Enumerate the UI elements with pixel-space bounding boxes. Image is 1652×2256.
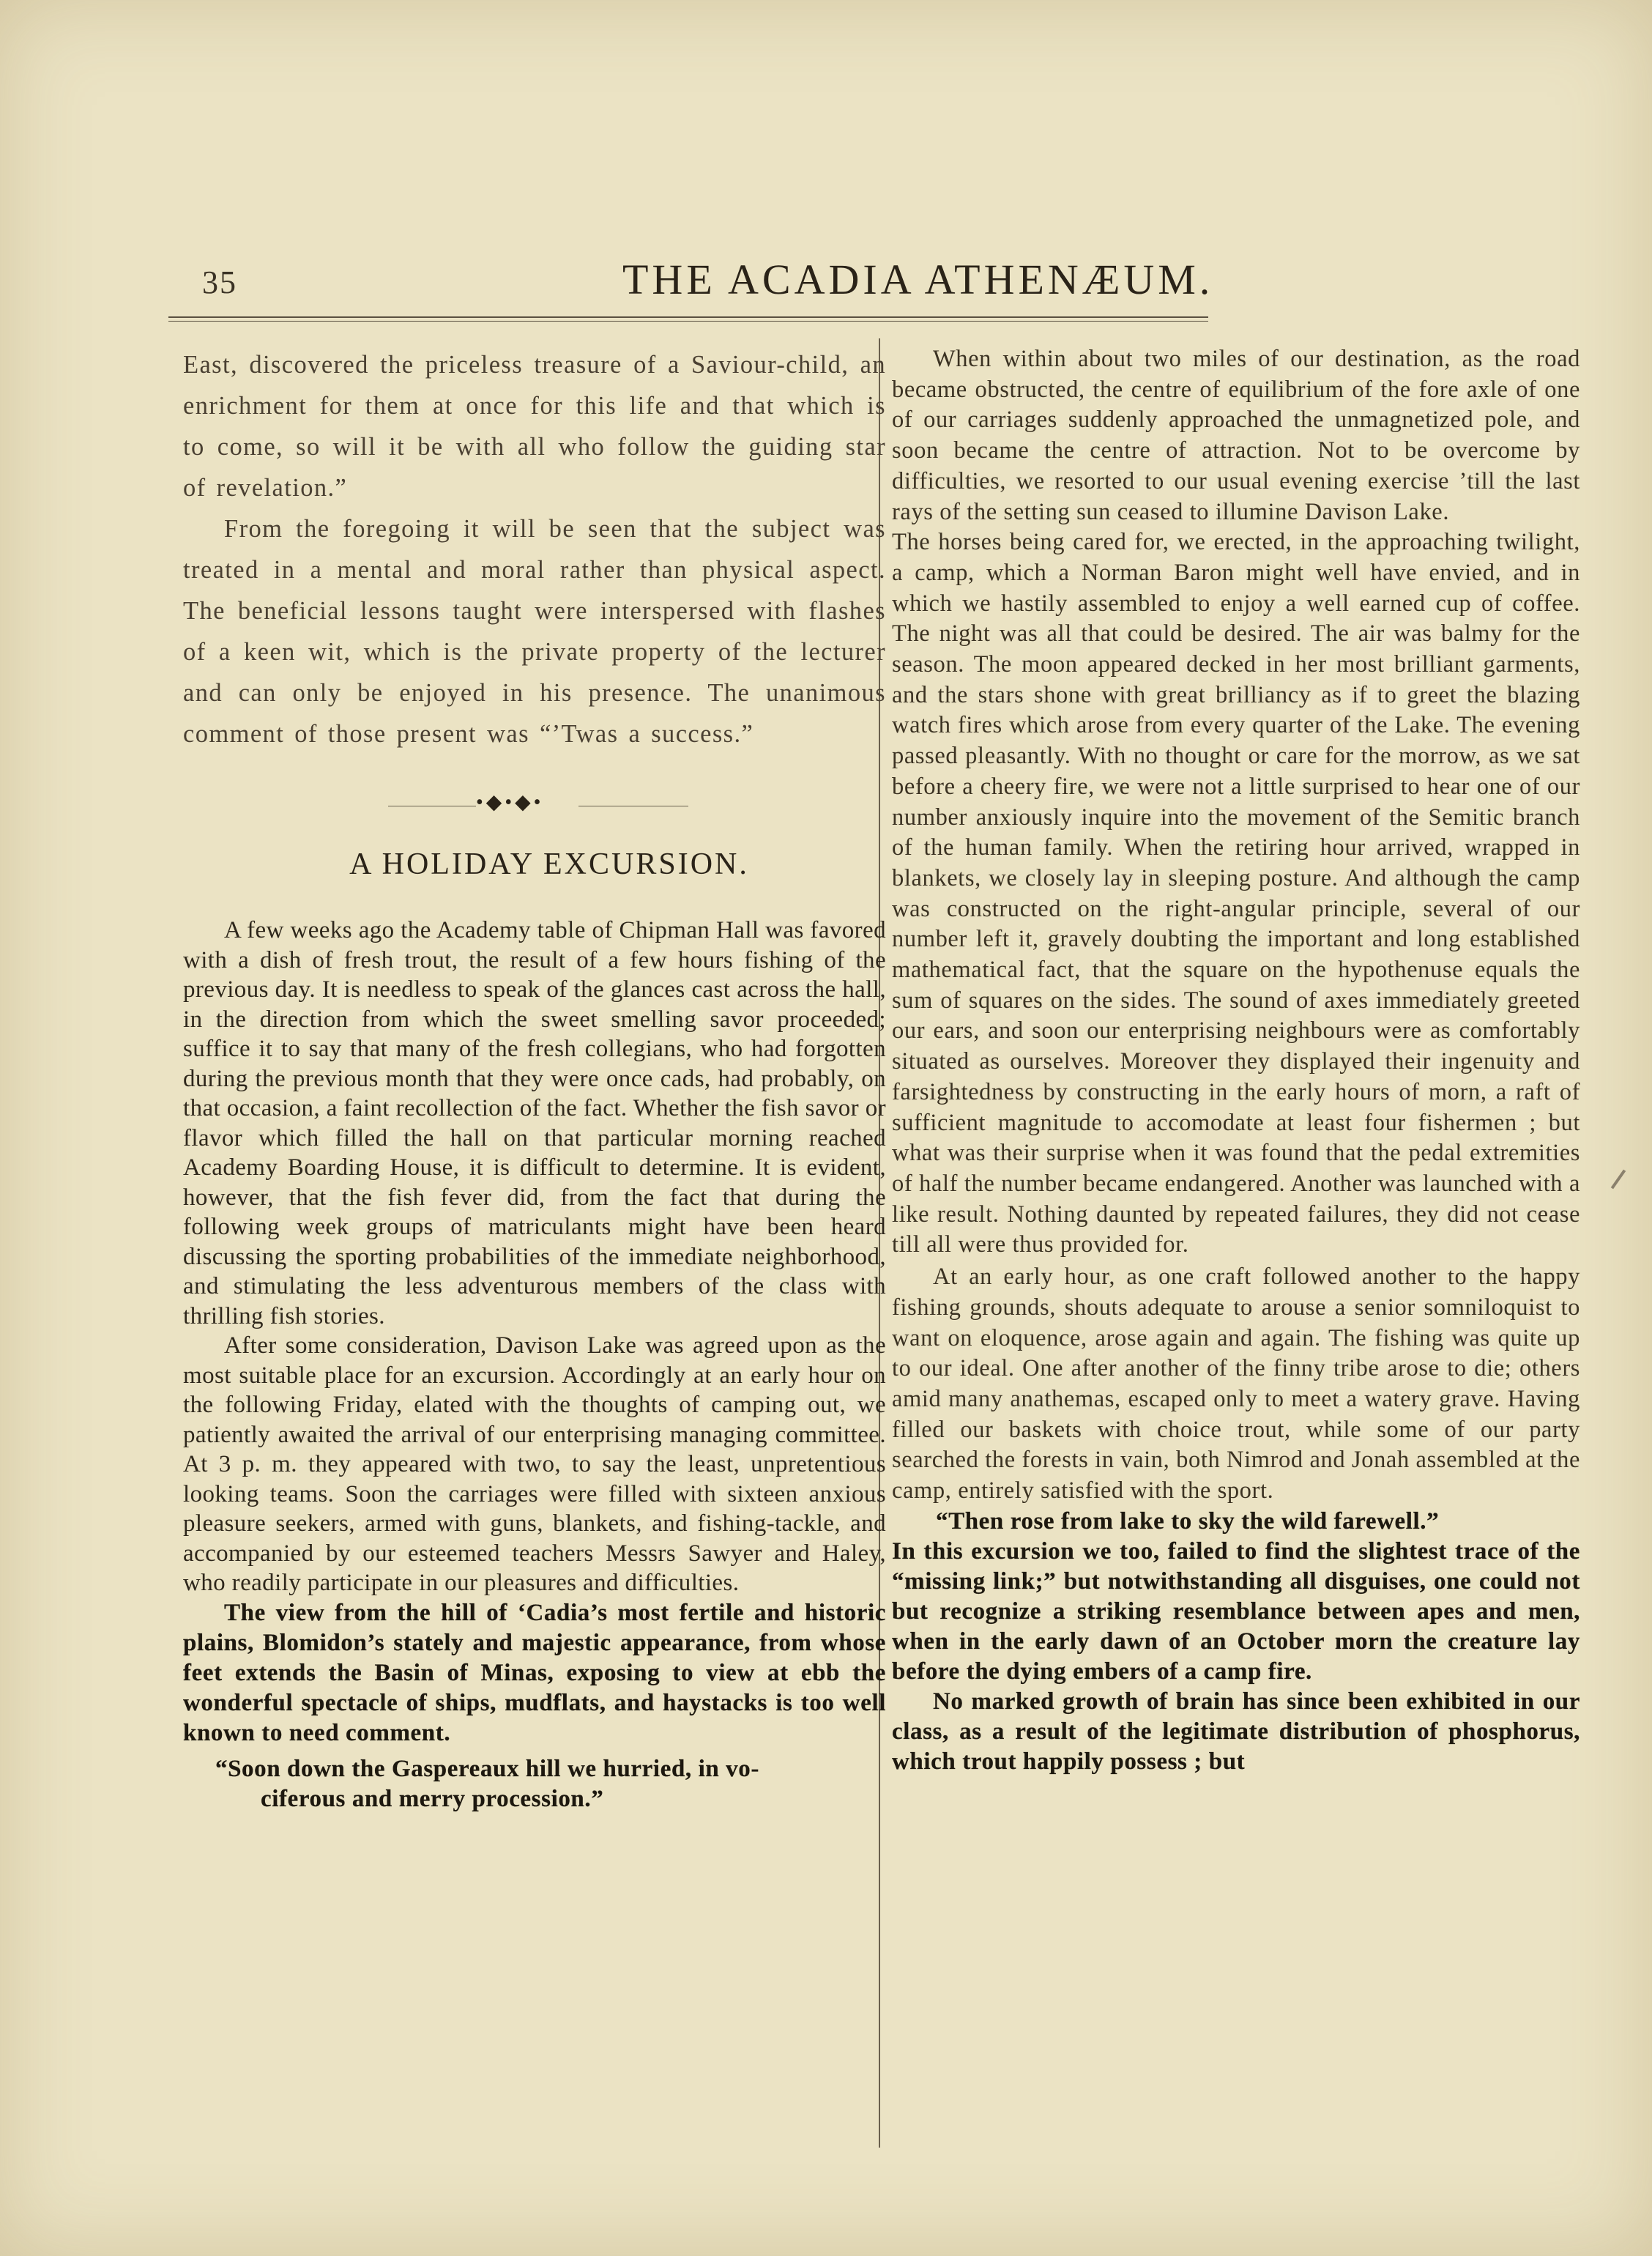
continuation-paragraph: East, discovered the priceless treasure of a Saviour-child, an enrichment for them at once for this life and that which is to come, so will it be with all who follow the guiding star of revelation.”: [183, 351, 886, 502]
article-paragraph: A few weeks ago the Academy table of Chipman Hall was favored with a dish of fresh trout, the result of a few hours fishing of the previous day. It is needless to speak of the glances cast across the hall, in the direction from which the sweet smelling savor proceeded; suffice it to say that many of the fresh collegians, who had forgotten during the previous month that they were once cads, had probably, on that occasion, a faint recollection of the fact. Whether the fish savor or flavor which filled the hall on that particular morning reached Academy Boarding House, it is difficult to determine. It is evident, however, that the fish fever did, from the fact that during the following week groups of matriculants might have been heard discussing the sporting probabilities of the immediate neighborhood, and stimulating the less adventurous members of the class with thrilling fish stories.: [183, 917, 886, 1329]
journal-title: THE ACADIA ATHENÆUM.: [622, 256, 1214, 303]
section-ornament: [183, 791, 886, 820]
header-rule: [168, 316, 1208, 322]
article-paragraph-bold: No marked growth of brain has since been exhibited in our class, as a result of the legitimate distribution of phosphorus, which trout happily possess ; but: [892, 1688, 1580, 1775]
margin-mark: [1611, 1170, 1626, 1190]
article-paragraph: The horses being cared for, we erected, in the approaching twilight, a camp, which a Norman Baron might well have envied, and in which we hastily assembled to enjoy a well earned cup of coffee. The night was all that could be desired. The air was balmy for the season. The moon appeared decked in her most brilliant garments, and the stars shone with great brilliancy as if to greet the blazing watch fires which arose from every quarter of the Lake. The evening passed pleasantly. With no thought or care for the morrow, as we sat before a cheery fire, we were not a little surprised to hear one of our number anxiously inquire into the movement of the Semitic branch of the human family. When the retiring hour arrived, wrapped in blankets, we closely lay in sleeping posture. And although the camp was constructed on the right-angular principle, several of our number left it, gravely doubting the important and long established mathematical fact, that the square on the hypothenuse equals the sum of squares on the sides. The sound of axes immediately greeted our ears, and soon our enterprising neighbours were as comfortably situated as ourselves. Moreover they displayed their ingenuity and farsightedness by constructing in the early hours of morn, a raft of sufficient magnitude to accomodate at least four fishermen ; but what was their surprise when it was found that the pedal extremities of half the number became endangered. Another was launched with a like result. Nothing daunted by repeated failures, they did not cease till all were thus provided for.: [892, 529, 1580, 1258]
ornament-glyph: •◆•◆•: [476, 791, 544, 814]
right-column: [892, 344, 1580, 1777]
quote-line: “Soon down the Gaspereaux hill we hurried, in vo-: [215, 1755, 759, 1782]
article-paragraph-bold: The view from the hill of ‘Cadia’s most fertile and historic plains, Blomidon’s stately and majestic appearance, from whose feet extends the Basin of Minas, exposing to view at ebb the wonderful spectacle of ships, mudflats, and haystacks is too well known to need comment.: [183, 1599, 886, 1746]
lecture-continuation: [183, 344, 886, 754]
quote-line: ciferous and merry procession.”: [261, 1785, 604, 1812]
article-paragraph: At an early hour, as one craft followed another to the happy fishing grounds, shouts adequate to arouse a senior somniloquist to want on eloquence, arose again and again. The fishing was quite up to our ideal. One after another of the finny tribe arose to die; others amid many anathemas, escaped only to meet a watery grave. Having filled our baskets with choice trout, while some of our party searched the forests in vain, both Nimrod and Jonah assembled at the camp, entirely satisfied with the sport.: [892, 1264, 1580, 1504]
article-paragraph-bold: In this excursion we too, failed to find the slightest trace of the “missing link;” but notwithstanding all disguises, one could not but recognize a striking resemblance between apes and men, when in the early dawn of an October morn the creature lay before the dying embers of a camp fire.: [892, 1537, 1580, 1685]
section-title: A HOLIDAY EXCURSION.: [349, 847, 749, 881]
article-paragraph: After some consideration, Davison Lake was agreed upon as the most suitable place for an excursion. Accordingly at an early hour on the following Friday, elated with the thoughts of camping out, we patiently awaited the arrival of our enterprising managing committee. At 3 p. m. they appeared with two, to say the least, unpretentious looking teams. Soon the carriages were filled with sixteen anxious pleasure seekers, armed with guns, blankets, and fishing-tackle, and accompanied by our esteemed teachers Messrs Sawyer and Haley, who readily participate in our pleasures and difficulties.: [183, 1332, 886, 1596]
continuation-paragraph: From the foregoing it will be seen that the subject was treated in a mental and moral rather than physical aspect. The beneficial lessons taught were interspersed with flashes of a keen wit, which is the private property of the lecturer and can only be enjoyed in his presence. The unanimous comment of those present was “’Twas a success.”: [183, 515, 886, 748]
page-number: 35: [202, 264, 237, 300]
poem-quote: “Then rose from lake to sky the wild farewell.”: [936, 1507, 1440, 1535]
article-paragraph: When within about two miles of our destination, as the road became obstructed, the centre of equilibrium of the fore axle of one of our carriages suddenly approached the unmagnetized pole, and soon became the centre of attraction. Not to be overcome by difficulties, we resorted to our usual evening exercise ’till the last rays of the setting sun ceased to illumine Davison Lake.: [892, 346, 1580, 525]
left-column: [183, 344, 886, 1814]
page-header: [183, 242, 1574, 308]
